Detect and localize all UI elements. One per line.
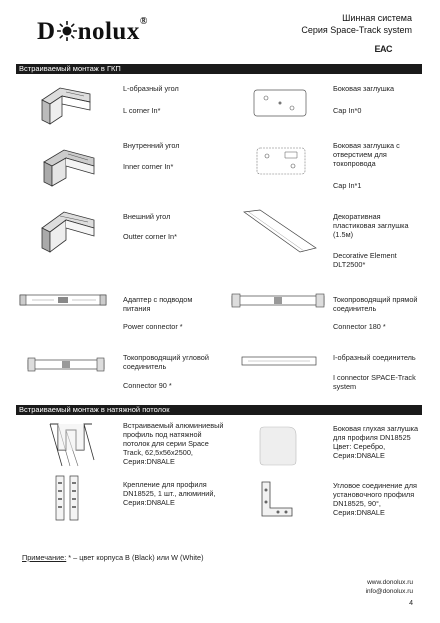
eac-mark: EAC [374, 44, 392, 54]
item-name-ru: I-образный соединитель [333, 353, 416, 362]
item-name-ru: соединитель [123, 362, 167, 371]
item-desc-line: Серия:DN8ALE [123, 457, 175, 466]
inner-corner-image [38, 140, 98, 190]
item-name-ru: соединитель [333, 304, 377, 313]
item-name-en: Connector 90 * [123, 381, 172, 390]
item-desc-line: Серия:DN8ALE [333, 451, 385, 460]
aluminium-profile-image [46, 420, 96, 470]
connector-180-image [230, 290, 328, 310]
website-link[interactable]: www.donolux.ru [367, 579, 413, 586]
item-name-en: Inner corner In* [123, 162, 174, 171]
item-desc-line: Крепление для профиля [123, 480, 207, 489]
cap-in1-image [255, 144, 309, 178]
item-name-ru: Токопроводящий угловой [123, 353, 209, 362]
power-connector-image [18, 290, 110, 310]
cap-in0-image [252, 86, 310, 120]
item-desc-line: Серия:DN8ALE [333, 508, 385, 517]
corner-joint-image [256, 478, 296, 522]
item-name-ru: L-образный угол [123, 84, 179, 93]
footnote-label: Примечание: [22, 553, 67, 562]
profile-mount-image [50, 474, 84, 522]
logo-sun-icon [57, 20, 77, 40]
item-name-en: Outter corner In* [123, 232, 177, 241]
item-name-ru: пластиковая заглушка [333, 221, 409, 230]
item-name-ru: Боковая заглушка с [333, 141, 400, 150]
brand-logo: D nolux® [37, 16, 148, 45]
footnote-text: * – цвет корпуса B (Black) или W (White) [66, 553, 204, 562]
i-connector-image [240, 352, 320, 370]
footer-contacts [366, 578, 413, 596]
outer-corner-image [38, 204, 98, 256]
item-desc-line: профиль под натяжной [123, 430, 202, 439]
item-desc-line: Угловое соединение для [333, 481, 417, 490]
section-title-stretch-ceiling: Встраиваемый монтаж в натяжной потолок [16, 405, 422, 415]
item-name-en: L corner In* [123, 106, 161, 115]
item-name-en: system [333, 382, 357, 391]
item-desc-line: потолок для серии Space [123, 439, 209, 448]
item-name-ru: Адаптер с подводом [123, 295, 193, 304]
page-number: 4 [409, 600, 413, 607]
item-name-ru: Декоративная [333, 212, 381, 221]
item-name-ru: Токопроводящий прямой [333, 295, 418, 304]
l-corner-image [38, 80, 93, 128]
header-title [301, 12, 412, 36]
item-name-en: Power connector * [123, 322, 183, 331]
item-name-en: Connector 180 * [333, 322, 386, 331]
item-desc-line: Track, 62,5х56х2500, [123, 448, 193, 457]
item-name-ru: токопровода [333, 159, 376, 168]
decorative-element-image [238, 206, 320, 256]
item-name-ru: Внутренний угол [123, 141, 180, 150]
item-name-ru: Внешний угол [123, 212, 171, 221]
side-end-cap-image [258, 425, 298, 467]
footnote [22, 553, 204, 562]
header-title-line1: Шинная система [342, 13, 412, 23]
email-link[interactable]: info@donolux.ru [365, 588, 413, 595]
connector-90-image [24, 348, 108, 378]
item-name-en: DLT2500* [333, 260, 366, 269]
item-name-ru: (1.5м) [333, 230, 354, 239]
item-desc-line: Встраиваемый алюминиевый [123, 421, 224, 430]
item-desc-line: Серия:DN8ALE [123, 498, 175, 507]
item-desc-line: установочного профиля [333, 490, 415, 499]
item-name-en: Cap In*0 [333, 106, 362, 115]
header-title-line2: Серия Space-Track system [301, 25, 412, 35]
item-name-en: I connector SPACE-Track [333, 373, 416, 382]
item-name-ru: отверстием для [333, 150, 387, 159]
item-desc-line: DN18525, 90°, [333, 499, 381, 508]
item-desc-line: Боковая глухая заглушка [333, 424, 419, 433]
item-name-en: Decorative Element [333, 251, 397, 260]
item-name-ru: питания [123, 304, 151, 313]
item-desc-line: для профиля DN18525 [333, 433, 411, 442]
item-name-ru: Боковая заглушка [333, 84, 395, 93]
item-desc-line: DN18525, 1 шт., алюминий, [123, 489, 216, 498]
section-title-gkp: Встраиваемый монтаж в ГКП [16, 64, 422, 74]
item-desc-line: Цвет: Серебро, [333, 442, 386, 451]
item-name-en: Cap In*1 [333, 181, 362, 190]
